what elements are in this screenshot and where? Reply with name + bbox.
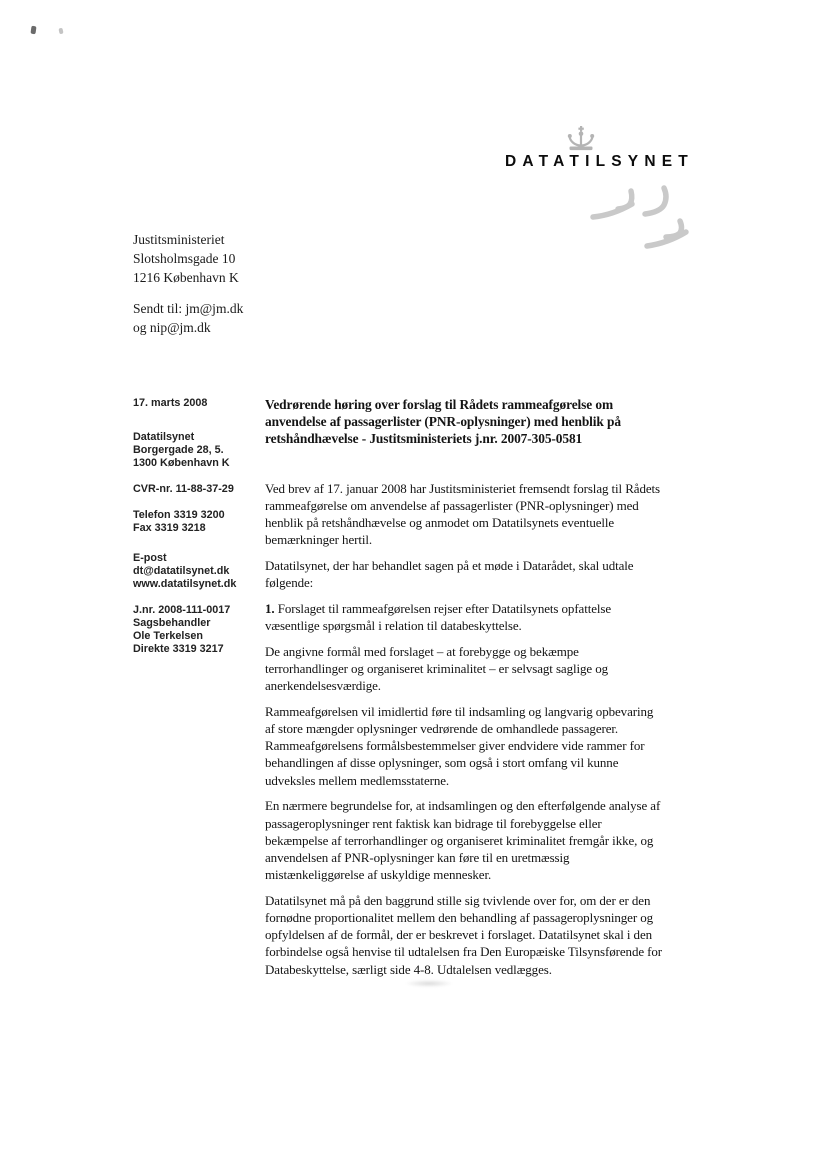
crown-icon <box>565 126 597 152</box>
text-line: passageroplysninger rent faktisk kan bidrage til forebyggelse eller <box>265 815 602 831</box>
email-address: dt@datatilsynet.dk <box>133 565 230 577</box>
paragraph-6 <box>265 797 735 883</box>
journal-number: J.nr. 2008-111-0017 <box>133 604 231 616</box>
letter-body <box>265 396 735 986</box>
handwritten-initials-marks <box>586 183 698 253</box>
paragraph-2 <box>265 557 735 591</box>
phone-number: Telefon 3319 3200 <box>133 509 225 521</box>
subject-line <box>265 396 735 448</box>
text-line: bekæmpelse af terrorhandlinger og organiseret kriminalitet fremgår ikke, og <box>265 832 654 848</box>
section-number: 1. <box>265 600 275 616</box>
text-line: Datatilsynet, der har behandlet sagen på et møde i Datarådet, skal udtale <box>265 557 634 573</box>
text-line: mistænkeliggørelse af uskyldige mennesker. <box>265 867 492 883</box>
text-line: Rammeafgørelsen vil imidlertid føre til indsamling og langvarig opbevaring <box>265 703 654 719</box>
text-line: En nærmere begrundelse for, at indsamlingen og den efterfølgende analyse af <box>265 798 661 814</box>
text-line: rammeafgørelse om anvendelse af passagerlister (PNR-oplysninger) med <box>265 497 639 513</box>
text-line: forbindelse også henvise til udtalelsen fra Den Europæiske Tilsynsførende for <box>265 944 663 960</box>
scan-speck <box>30 26 36 35</box>
text-line: udveksles mellem medlemsstaterne. <box>265 772 450 788</box>
text-line-rest: Forslaget til rammeafgørelsen rejser efter Datatilsynets opfattelse <box>274 600 612 616</box>
sent-via-email-2: og nip@jm.dk <box>133 320 211 335</box>
sender-name: Datatilsynet <box>133 431 195 443</box>
datatilsynet-logo <box>505 126 715 256</box>
text-line: anerkendelsesværdige. <box>265 678 381 694</box>
sender-city: 1300 København K <box>133 457 230 469</box>
scan-speck <box>58 28 63 35</box>
caseworker-name: Ole Terkelsen <box>133 630 204 642</box>
sender-cvr: CVR-nr. 11-88-37-29 <box>133 483 234 495</box>
paragraph-1 <box>265 480 735 549</box>
case-info <box>133 604 263 656</box>
caseworker-label: Sagsbehandler <box>133 617 211 629</box>
text-line: følgende: <box>265 575 314 591</box>
website-url: www.datatilsynet.dk <box>133 578 237 590</box>
paragraph-3 <box>265 600 735 634</box>
fax-number: Fax 3319 3218 <box>133 522 206 534</box>
sent-via-email: Sendt til: jm@jm.dk <box>133 301 244 316</box>
sender-contact <box>133 552 263 591</box>
text-line: anvendelsen af PNR-oplysninger kan føre til en uretmæssig <box>265 849 570 865</box>
text-line: væsentlige spørgsmål i relation til databeskyttelse. <box>265 618 522 634</box>
subject-line-1: Vedrørende høring over forslag til Rådets rammeafgørelse om <box>265 397 614 412</box>
text-line: af store mængder oplysninger vedrørende de omhandlede passagerer. <box>265 721 619 737</box>
paragraph-7 <box>265 892 735 978</box>
recipient-name: Justitsministeriet <box>133 232 225 247</box>
text-line <box>265 601 611 616</box>
text-line: Datatilsynet må på den baggrund stille sig tvivlende over for, om der er den <box>265 892 651 908</box>
letter-date: 17. marts 2008 <box>133 397 208 409</box>
text-line: henblik på retshåndhævelse og anmodet om Datatilsynets eventuelle <box>265 515 615 531</box>
paragraph-5 <box>265 703 735 789</box>
direct-phone: Direkte 3319 3217 <box>133 643 224 655</box>
text-line: bemærkninger hertil. <box>265 532 373 548</box>
recipient-address-block <box>133 230 373 337</box>
subject-line-2: anvendelse af passagerlister (PNR-oplysninger) med henblik på <box>265 414 621 430</box>
logo-wordmark: DATATILSYNET <box>505 153 694 170</box>
text-line: fornødne proportionalitet mellem den behandling af passageroplysninger og <box>265 910 654 926</box>
sender-phone <box>133 509 263 535</box>
email-label: E-post <box>133 552 167 564</box>
scan-smudge <box>406 980 452 987</box>
recipient-city: 1216 København K <box>133 270 239 285</box>
text-line: Databeskyttelse, særligt side 4-8. Udtalelsen vedlægges. <box>265 961 552 977</box>
sent-via-block <box>133 299 373 337</box>
text-line: Rammeafgørelsens formålsbestemmelser giver endvidere vide rammer for <box>265 738 645 754</box>
subject-line-3: retshåndhævelse - Justitsministeriets j.nr. 2007-305-0581 <box>265 431 583 447</box>
paragraph-4 <box>265 643 735 695</box>
sender-info-column <box>133 397 263 669</box>
text-line: De angivne formål med forslaget – at forebygge og bekæmpe <box>265 643 579 659</box>
sender-street: Borgergade 28, 5. <box>133 444 224 456</box>
text-line: opfyldelsen af de formål, der er beskrevet i forslaget. Datatilsynet skal i den <box>265 927 653 943</box>
sender-address <box>133 431 263 470</box>
text-line: behandlingen af disse oplysninger, som også i stort omfang vil kunne <box>265 755 619 771</box>
text-line: terrorhandlinger og organiseret kriminalitet – er selvsagt saglige og <box>265 660 609 676</box>
text-line: Ved brev af 17. januar 2008 har Justitsministeriet fremsendt forslag til Rådets <box>265 480 661 496</box>
recipient-street: Slotsholmsgade 10 <box>133 251 236 266</box>
